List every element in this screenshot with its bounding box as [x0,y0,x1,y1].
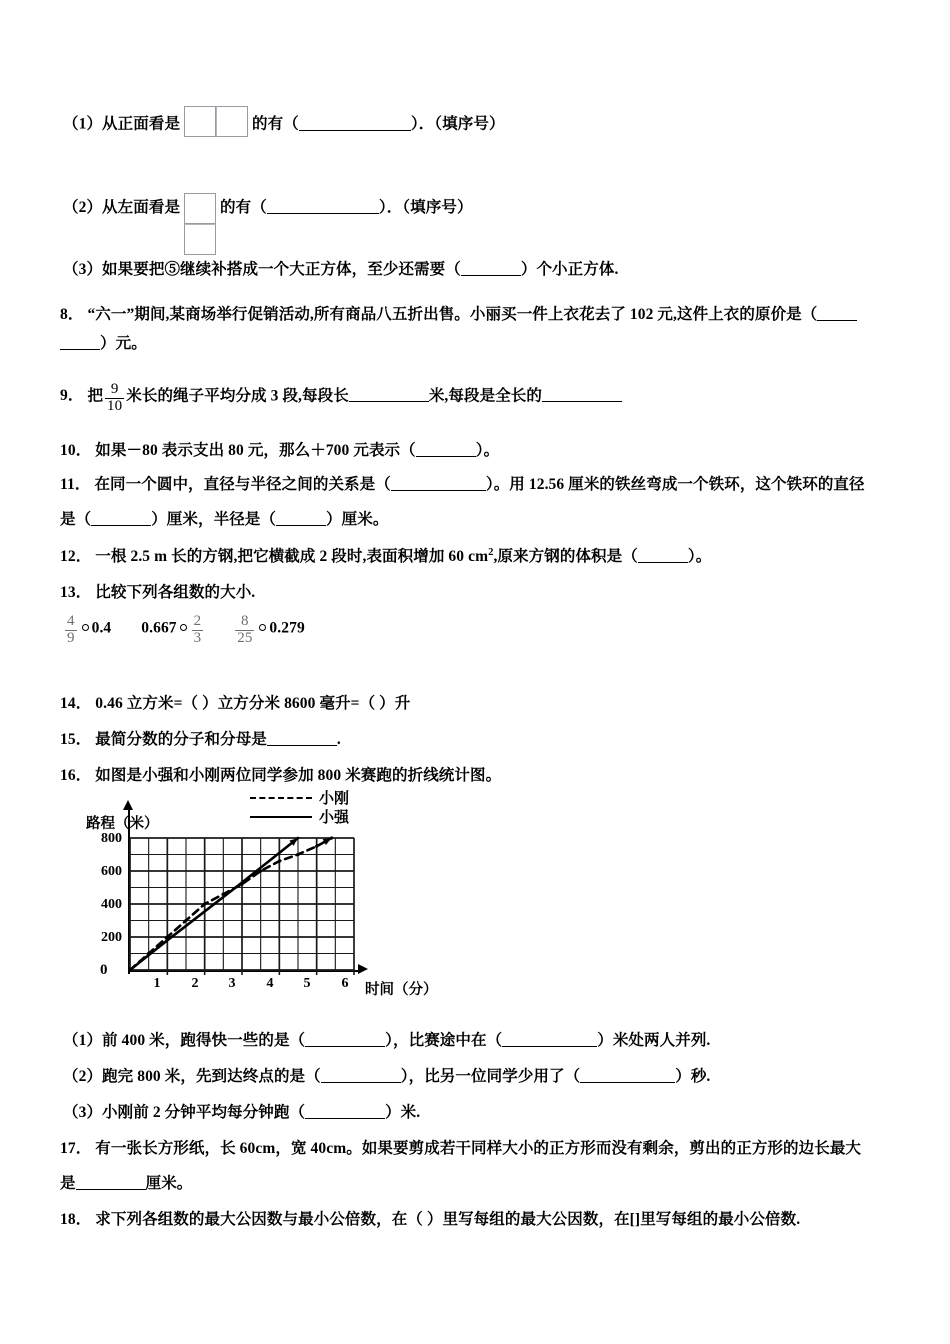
question-11-text-b: ）。用 12.56 厘米的铁丝弯成一个铁环，这个铁环的直径 [485,476,865,493]
question-14 [60,692,410,715]
answer-blank[interactable] [305,1118,385,1119]
question-12-number: 12． [60,548,92,566]
question-16-text: 如图是小强和小刚两位同学参加 800 米赛跑的折线统计图。 [95,767,502,784]
cube-cell [184,193,216,224]
comparison-circle-icon[interactable] [82,624,89,631]
question-13-number: 13． [60,584,92,601]
question-15-number: 15． [60,731,92,748]
fraction-denominator: 10 [107,397,123,414]
x-tick-6: 6 [341,976,349,991]
answer-blank[interactable] [276,525,326,526]
answer-blank[interactable] [502,1046,597,1047]
question-12-text-b: ,原来方钢的体积是（ [493,548,638,566]
answer-blank[interactable] [817,320,857,321]
question-13-expressions [63,614,305,647]
q7-1-suffix: ）．（填序号） [410,115,505,133]
q7-2-suffix: ）．（填序号） [378,199,473,216]
q7-2-middle: 的有（ [220,199,267,216]
q13-item2-right: 0.279 [269,619,305,637]
question-17-text-b: 是 [60,1175,76,1192]
y-tick-400: 400 [101,897,122,912]
x-axis-title: 时间（分） [365,982,438,998]
question-9-text-c: 米,每段是全长的 [428,387,543,405]
question-13-text: 比较下列各组数的大小. [95,584,256,601]
answer-blank[interactable] [60,349,100,350]
question-10-text-a: 如果－80 表示支出 80 元，那么＋700 元表示（ [95,442,416,459]
q16-2-text-b: ），比另一位同学少用了（ [400,1068,581,1085]
q16-2-text-a: （2）跑完 800 米，先到达终点的是（ [63,1068,321,1085]
series-arrow-icon [323,838,332,845]
question-16 [60,764,501,787]
q16-1-text-a: （1）前 400 米，跑得快一些的是（ [63,1032,306,1049]
fraction-numerator: 8 [241,613,249,629]
question-15 [60,728,341,751]
question-16-sub-2 [63,1065,710,1088]
data-point [278,860,281,863]
question-10 [60,439,499,462]
data-point [296,853,299,856]
q13-item0-right: 0.4 [91,619,112,637]
data-point [315,845,318,848]
fraction-eight-twentyfifths [235,614,254,647]
q7-3-text-b: ）个小正方体. [520,261,619,278]
question-9-number: 9． [60,387,84,405]
question-9-text-b: 米长的绳子平均分成 3 段,每段长 [126,387,349,405]
fraction-denominator: 25 [237,629,253,646]
front-view-shape [184,106,248,144]
question-8-number: 8． [60,306,84,323]
q7-2-prefix: （2）从左面看是 [63,199,181,216]
question-18-text: 求下列各组数的最大公因数与最小公倍数，在（ ）里写每组的最大公因数，在[]里写每组的最小公倍数. [95,1211,801,1228]
x-tick-1: 1 [153,976,161,991]
q16-3-text-b: ）米. [385,1104,421,1121]
answer-blank[interactable] [542,401,622,402]
question-10-text-b: ）。 [475,442,500,459]
question-9-text-a: 把 [87,387,104,405]
answer-blank[interactable] [580,1082,675,1083]
fraction-numerator: 2 [193,613,202,629]
question-17-text-a: 有一张长方形纸，长 60cm，宽 40cm。如果要剪成若干同样大小的正方形而没有剩余，剪出的正方形的边长最大 [95,1140,862,1157]
cube-cell [184,106,216,137]
question-12-text-a: 一根 2.5 m 长的方钢,把它横截成 2 段时,表面积增加 60 cm [95,548,489,566]
question-11-number: 11． [60,476,91,493]
question-16-number: 16． [60,767,92,784]
x-tick-2: 2 [191,976,199,991]
answer-blank[interactable] [391,490,486,491]
question-11-text-a: 在同一个圆中，直径与半径之间的关系是（ [94,476,391,493]
fraction-numerator: 9 [110,381,119,397]
fraction-denominator: 3 [193,629,202,646]
q16-2-text-c: ）秒. [675,1068,711,1085]
y-tick-800: 800 [101,831,122,846]
question-17-number: 17． [60,1140,92,1157]
line-chart-figure [60,786,460,1018]
question-9 [60,382,622,415]
y-tick-600: 600 [101,864,122,879]
answer-blank[interactable] [638,562,688,563]
answer-blank[interactable] [267,213,379,214]
q7-3-text-a: （3）如果要把⑤继续补搭成一个大正方体，至少还需要（ [63,261,461,278]
question-10-number: 10． [60,442,92,459]
data-point [203,902,206,905]
data-point [330,836,333,839]
left-view-shape [184,193,216,255]
question-13 [60,581,255,604]
question-17-cont [60,1172,192,1195]
question-7-sub-1 [63,106,505,144]
answer-blank[interactable] [461,275,521,276]
answer-blank[interactable] [267,745,337,746]
question-12-text-c: ）。 [687,548,712,566]
question-11-text-d: ）厘米，半径是（ [151,511,277,528]
q16-1-text-c: ）米处两人并列. [597,1032,711,1049]
question-17 [60,1137,945,1160]
comparison-circle-icon[interactable] [180,624,187,631]
question-15-text-a: 最简分数的分子和分母是 [95,731,267,748]
fraction-two-thirds [192,614,204,647]
legend-label: 小刚 [319,791,350,807]
answer-blank[interactable] [349,401,429,402]
fraction-numerator: 4 [67,613,75,629]
answer-blank[interactable] [321,1082,401,1083]
question-11 [60,473,945,496]
question-14-number: 14． [60,695,92,712]
q13-item1-left: 0.667 [141,619,177,637]
question-8-text-b: ）元。 [100,335,147,352]
fraction-nine-tenths [105,382,124,415]
answer-blank[interactable] [416,456,476,457]
cube-cell [184,224,216,255]
question-17-text-c: 厘米。 [145,1175,193,1192]
question-11-cont [60,508,388,531]
question-15-text-b: . [336,731,341,748]
legend-label: 小强 [319,810,350,826]
y-tick-200: 200 [101,930,122,945]
question-11-text-c: 是（ [60,511,92,528]
answer-blank[interactable] [299,130,411,131]
answer-blank[interactable] [76,1189,146,1190]
fraction-denominator: 9 [67,629,75,646]
q7-1-prefix: （1）从正面看是 [63,115,181,133]
question-12 [60,545,711,568]
cube-cell [216,106,248,137]
question-8 [60,303,940,326]
question-16-sub-1 [63,1029,710,1052]
answer-blank[interactable] [305,1046,385,1047]
q7-1-middle: 的有（ [252,115,299,133]
q16-1-text-b: ），比赛途中在（ [385,1032,503,1049]
question-16-sub-3 [63,1101,420,1124]
question-14-text: 0.46 立方米=（ ）立方分米 8600 毫升=（ ）升 [95,695,411,712]
question-11-text-e: ）厘米。 [326,511,389,528]
origin-label: 0 [100,962,108,978]
x-tick-5: 5 [303,976,311,991]
question-8-cont [60,332,147,355]
question-12-superscript: 2 [488,547,494,558]
chart-plot-area [60,786,460,1018]
question-18-number: 18． [60,1211,92,1228]
y-axis-title: 路程（米） [86,816,159,832]
fraction-four-ninths [65,614,77,647]
question-7-sub-3 [63,258,618,281]
question-18 [60,1208,945,1231]
comparison-circle-icon[interactable] [259,624,266,631]
x-tick-3: 3 [228,976,236,991]
q16-3-text-a: （3）小刚前 2 分钟平均每分钟跑（ [63,1104,306,1121]
data-point [184,919,187,922]
answer-blank[interactable] [91,525,151,526]
question-8-text-a: “六一”期间,某商场举行促销活动,所有商品八五折出售。小丽买一件上衣花去了 102 元,这件上衣的原价是（ [87,306,818,323]
question-7-sub-2 [63,193,473,255]
x-tick-4: 4 [266,976,274,991]
